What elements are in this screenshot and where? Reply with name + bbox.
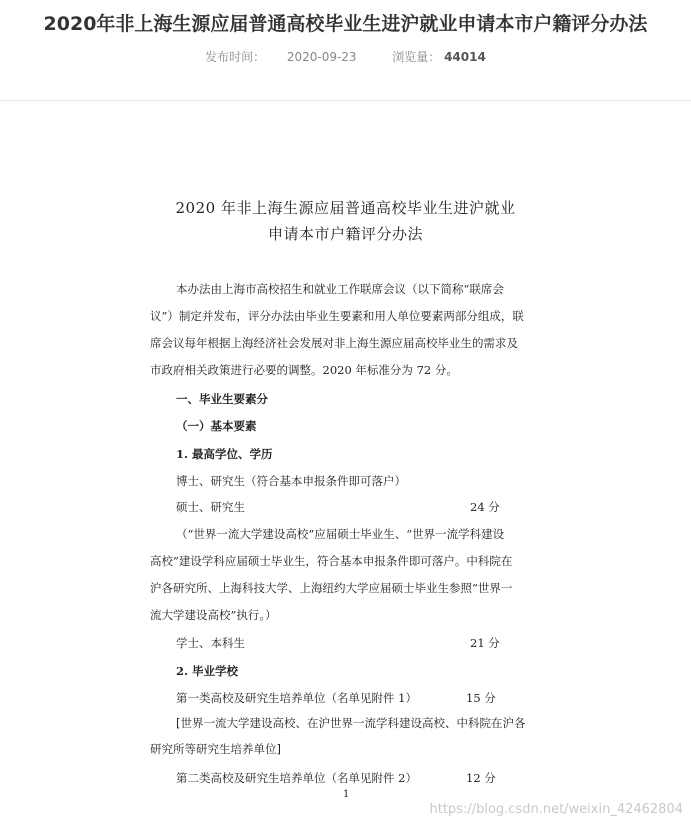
intro-line: 议”）制定并发布，评分办法由毕业生要素和用人单位要素两部分组成，联 (150, 309, 524, 323)
master-score: 24 分 (470, 500, 500, 514)
bachelor-line: 学士、本科生 (176, 636, 245, 650)
views-label: 浏览量： (392, 50, 441, 64)
publish-label: 发布时间： (205, 50, 266, 64)
note-line: 沪各研究所、上海科技大学、上海纽约大学应届硕士毕业生参照“世界一 (150, 581, 513, 595)
note-line: 高校”建设学科应届硕士毕业生，符合基本申报条件即可落户。中科院在 (150, 554, 513, 568)
tier-1-line: 第一类高校及研究生培养单位（名单见附件 1） (176, 691, 417, 705)
item-heading: 2. 毕业学校 (176, 664, 239, 678)
page-title: 2020年非上海生源应届普通高校毕业生进沪就业申请本市户籍评分办法 (43, 13, 648, 35)
page-number: 1 (343, 789, 350, 800)
note-line: 流大学建设高校”执行。） (150, 608, 277, 622)
section-heading: 一、毕业生要素分 (176, 392, 268, 406)
item-heading: 1. 最高学位、学历 (176, 447, 273, 461)
intro-line: 席会议每年根据上海经济社会发展对非上海生源应届高校毕业生的需求及 (150, 336, 518, 350)
tier-1-note: [世界一流大学建设高校、在沪世界一流学科建设高校、中科院在沪各 (176, 716, 526, 730)
document-title-line-1: 2020 年非上海生源应届普通高校毕业生进沪就业 (175, 199, 516, 217)
master-line: 硕士、研究生 (176, 500, 245, 514)
article-header (0, 0, 691, 65)
subsection-heading: （一）基本要素 (176, 419, 257, 433)
tier-2-line: 第二类高校及研究生培养单位（名单见附件 2） (176, 771, 417, 785)
views-count: 44014 (444, 50, 486, 64)
tier-1-score: 15 分 (466, 691, 496, 705)
watermark: https://blog.csdn.net/weixin_42462804 (429, 802, 683, 817)
tier-2-score: 12 分 (466, 771, 496, 785)
bachelor-score: 21 分 (470, 636, 500, 650)
article-meta (0, 48, 691, 65)
document-image (0, 101, 691, 825)
document-title-line-2: 申请本市户籍评分办法 (267, 225, 423, 243)
tier-1-note: 研究所等研究生培养单位] (150, 742, 281, 756)
publish-date: 2020-09-23 (286, 50, 357, 64)
intro-line: 本办法由上海市高校招生和就业工作联席会议（以下简称“联席会 (176, 282, 504, 296)
note-line: （“世界一流大学建设高校”应届硕士毕业生、“世界一流学科建设 (176, 527, 505, 541)
intro-line: 市政府相关政策进行必要的调整。2020 年标准分为 72 分。 (150, 363, 458, 377)
doctor-line: 博士、研究生（符合基本申报条件即可落户） (176, 474, 406, 488)
